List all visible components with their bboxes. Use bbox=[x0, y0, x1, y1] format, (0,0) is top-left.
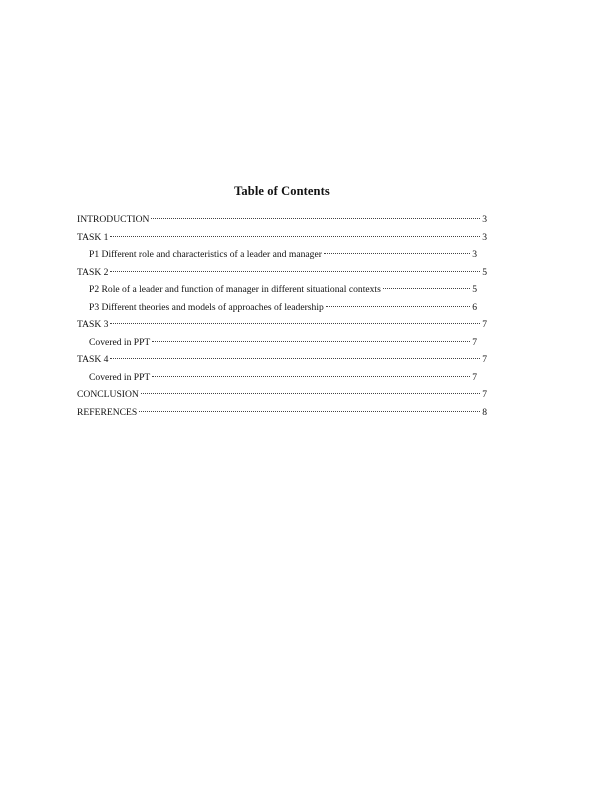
dot-leader bbox=[110, 323, 480, 324]
toc-entry-page: 8 bbox=[482, 406, 487, 418]
toc-entry-task-4[interactable] bbox=[77, 351, 487, 369]
toc-entry-task-3-ppt[interactable] bbox=[77, 334, 487, 352]
toc-entry-label: REFERENCES bbox=[77, 406, 138, 418]
dot-leader bbox=[139, 411, 480, 412]
dot-leader bbox=[110, 236, 480, 237]
dot-leader bbox=[324, 253, 470, 254]
dot-leader bbox=[110, 271, 480, 272]
toc-entry-label: TASK 2 bbox=[77, 266, 109, 278]
toc-entry-label: P1 Different role and characteristics of a leader and manager bbox=[89, 249, 322, 260]
toc-entry-page: 5 bbox=[472, 284, 477, 295]
toc-entry-p1[interactable] bbox=[77, 246, 487, 264]
toc-entry-label: Covered in PPT bbox=[89, 336, 151, 348]
toc-entry-label: TASK 4 bbox=[77, 354, 109, 365]
toc-entry-label: TASK 3 bbox=[77, 319, 109, 330]
toc-entry-conclusion[interactable] bbox=[77, 386, 487, 404]
toc-entry-label: TASK 1 bbox=[77, 231, 109, 243]
toc-entry-label: P3 Different theories and models of approaches of leadership bbox=[89, 301, 324, 313]
toc-entry-label: INTRODUCTION bbox=[77, 214, 150, 225]
toc-entry-p2[interactable] bbox=[77, 281, 487, 299]
toc-entry-page: 6 bbox=[472, 301, 477, 313]
toc-entry-page: 3 bbox=[482, 231, 487, 243]
toc-entry-introduction[interactable] bbox=[77, 211, 487, 229]
dot-leader bbox=[141, 393, 480, 394]
toc-entry-page: 7 bbox=[482, 389, 487, 400]
dot-leader bbox=[152, 341, 470, 342]
toc-entry-references[interactable] bbox=[77, 404, 487, 422]
toc-entry-label: P2 Role of a leader and function of manager in different situational contexts bbox=[89, 284, 381, 295]
dot-leader bbox=[151, 218, 480, 219]
dot-leader bbox=[110, 358, 480, 359]
toc-entry-page: 7 bbox=[472, 336, 477, 348]
toc-entry-task-2[interactable] bbox=[77, 264, 487, 282]
toc-entry-page: 7 bbox=[482, 354, 487, 365]
toc-entry-page: 3 bbox=[472, 249, 477, 260]
toc-title: Table of Contents bbox=[234, 184, 330, 198]
toc-entry-task-1[interactable] bbox=[77, 229, 487, 247]
dot-leader bbox=[152, 376, 470, 377]
toc-entry-page: 5 bbox=[482, 266, 487, 278]
dot-leader bbox=[326, 306, 470, 307]
toc-entry-label: CONCLUSION bbox=[77, 389, 139, 400]
table-of-contents bbox=[77, 184, 487, 421]
toc-entry-task-3[interactable] bbox=[77, 316, 487, 334]
toc-entry-label: Covered in PPT bbox=[89, 371, 151, 383]
toc-entry-page: 7 bbox=[482, 319, 487, 330]
toc-entry-task-4-ppt[interactable] bbox=[77, 369, 487, 387]
dot-leader bbox=[383, 288, 470, 289]
toc-entry-page: 7 bbox=[472, 371, 477, 383]
toc-entry-page: 3 bbox=[482, 214, 487, 225]
toc-entry-p3[interactable] bbox=[77, 299, 487, 317]
